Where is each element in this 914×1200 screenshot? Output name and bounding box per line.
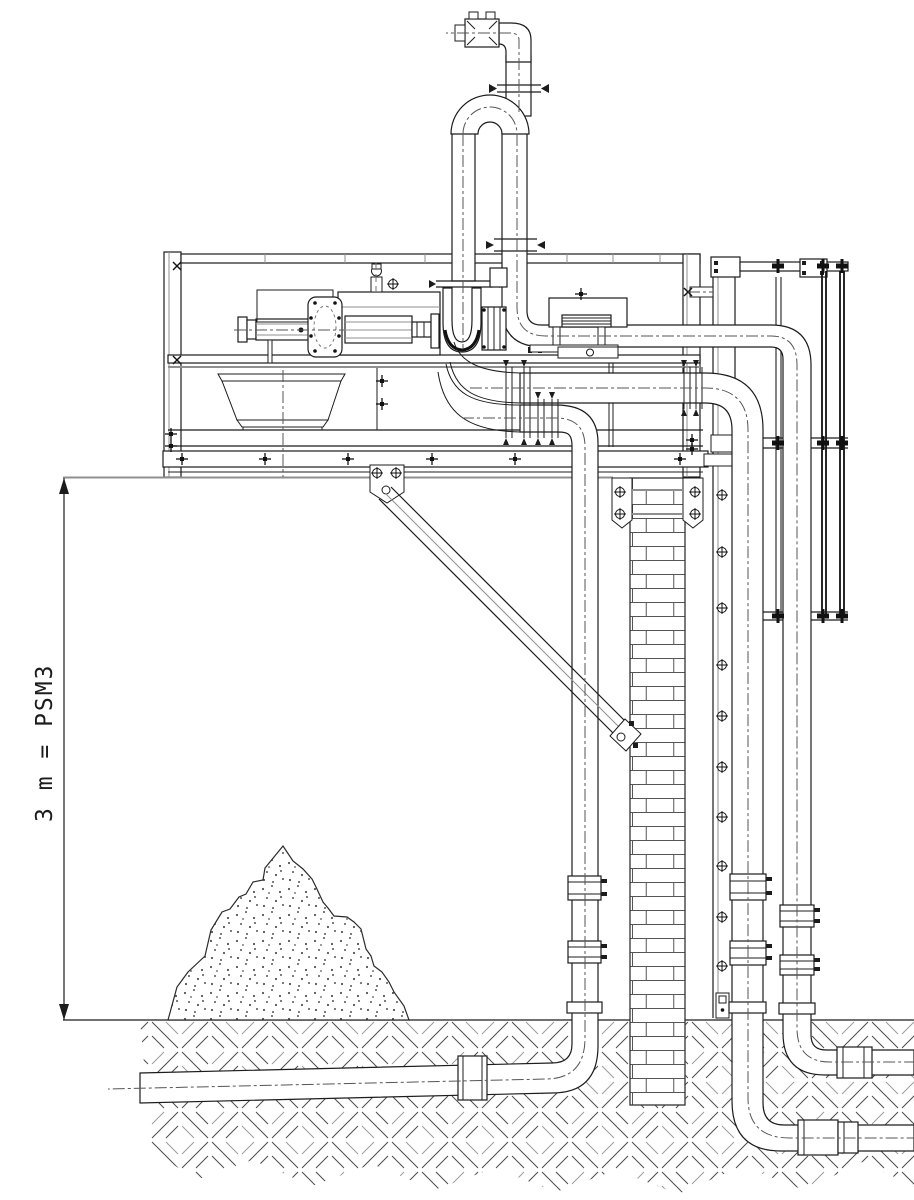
pillar-clamp-left bbox=[612, 478, 632, 528]
platform-deck bbox=[168, 355, 700, 363]
material-pile bbox=[168, 846, 409, 1020]
pipe-support-rack bbox=[684, 257, 848, 1018]
discharge-pipe-run bbox=[502, 133, 914, 1075]
underground-coupling-left bbox=[458, 1056, 487, 1100]
rack-top-rail bbox=[740, 262, 848, 271]
collection-hopper bbox=[218, 374, 345, 430]
dimension-label: 3 m = PSM3 bbox=[32, 663, 58, 822]
platform-top-rail bbox=[181, 254, 700, 263]
brick-pillar bbox=[612, 478, 703, 1105]
post-top-connection bbox=[711, 257, 740, 277]
blower-motor bbox=[530, 288, 627, 358]
post-base-plate bbox=[716, 993, 729, 1018]
platform-left-post bbox=[164, 252, 181, 477]
diagonal-support-brace bbox=[370, 465, 641, 751]
equipment-platform-frame bbox=[63, 252, 708, 478]
pillar-clamp-right bbox=[683, 478, 703, 528]
height-dimension bbox=[32, 478, 69, 1020]
